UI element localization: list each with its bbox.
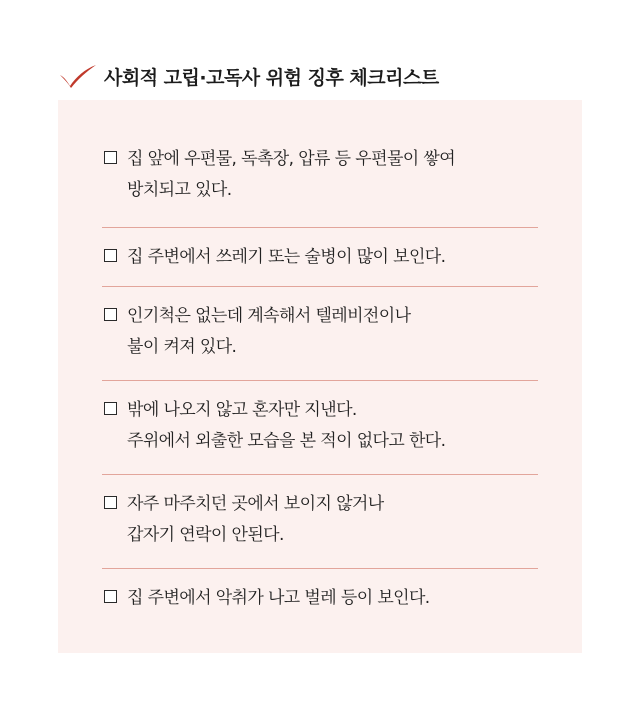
item-text-line: 인기척은 없는데 계속해서 텔레비전이나 bbox=[127, 306, 411, 326]
checklist-header bbox=[58, 56, 439, 96]
item-text-line: 집 앞에 우편물, 독촉장, 압류 등 우편물이 쌓여 bbox=[127, 149, 456, 169]
checklist-panel bbox=[58, 100, 582, 653]
checkbox[interactable] bbox=[104, 151, 117, 164]
page-title: 사회적 고립·고독사 위험 징후 체크리스트 bbox=[104, 66, 439, 89]
item-text-line: 방치되고 있다. bbox=[127, 180, 232, 200]
checklist-item bbox=[102, 475, 538, 569]
checklist bbox=[102, 134, 538, 629]
item-text bbox=[127, 242, 538, 273]
checklist-item bbox=[102, 381, 538, 475]
checkmark-icon bbox=[58, 63, 98, 89]
checkbox[interactable] bbox=[104, 308, 117, 321]
item-text bbox=[127, 301, 538, 363]
item-text bbox=[127, 144, 538, 206]
checklist-item bbox=[102, 287, 538, 381]
item-text-line: 주위에서 외출한 모습을 본 적이 없다고 한다. bbox=[127, 431, 446, 451]
item-text-line: 갑자기 연락이 안된다. bbox=[127, 525, 284, 545]
item-text-line: 밖에 나오지 않고 혼자만 지낸다. bbox=[127, 400, 357, 420]
item-text-line: 자주 마주치던 곳에서 보이지 않거나 bbox=[127, 494, 384, 514]
checklist-item bbox=[102, 134, 538, 228]
checklist-item bbox=[102, 228, 538, 287]
item-text-line: 집 주변에서 악취가 나고 벌레 등이 보인다. bbox=[127, 588, 430, 608]
checkbox[interactable] bbox=[104, 249, 117, 262]
checkbox[interactable] bbox=[104, 496, 117, 509]
item-text-line: 집 주변에서 쓰레기 또는 술병이 많이 보인다. bbox=[127, 247, 446, 267]
item-text-line: 불이 켜져 있다. bbox=[127, 337, 237, 357]
checkbox[interactable] bbox=[104, 590, 117, 603]
checkbox[interactable] bbox=[104, 402, 117, 415]
checklist-item bbox=[102, 569, 538, 629]
item-text bbox=[127, 395, 538, 457]
item-text bbox=[127, 583, 538, 614]
item-text bbox=[127, 489, 538, 551]
